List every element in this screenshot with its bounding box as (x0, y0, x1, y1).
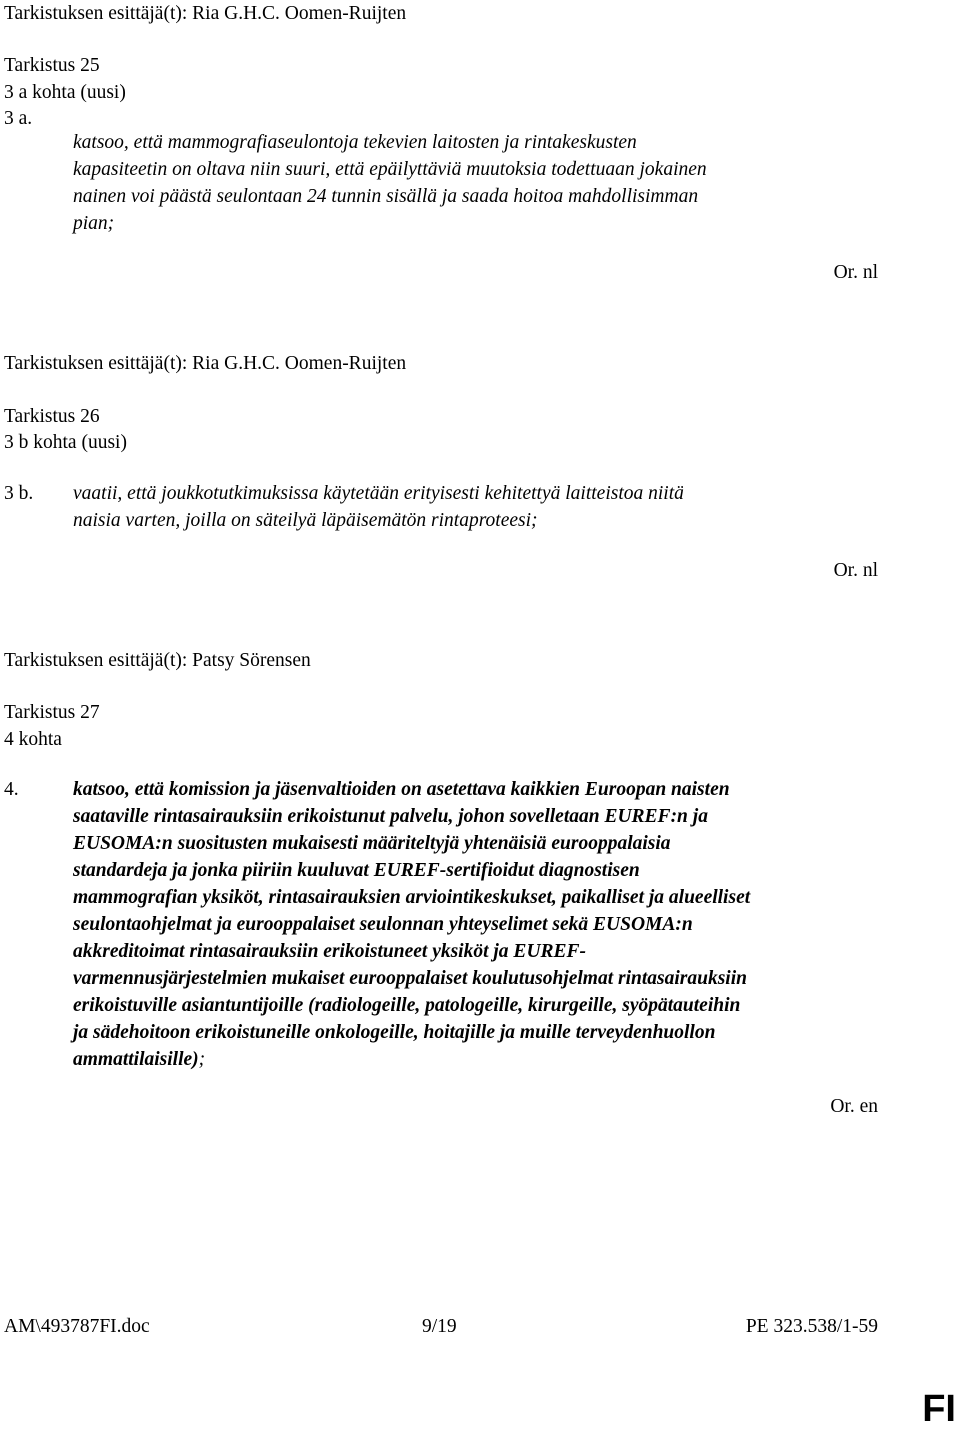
text-line: standardeja ja jonka piiriin kuuluvat EUREF-sertifioidut diagnostisen (73, 860, 640, 881)
amendment-author: Tarkistuksen esittäjä(t): Ria G.H.C. Oomen-Ruijten (4, 353, 407, 374)
text-line: ja sädehoitoon erikoistuneille onkologeille, hoitajille ja muille terveydenhuollon (73, 1022, 716, 1043)
text-line: mammografian yksiköt, rintasairauksien arviointikeskukset, paikalliset ja alueelliset (73, 887, 751, 908)
text-line: EUSOMA:n suositusten mukaisesti määriteltyjä yhtenäisiä eurooppalaisia (73, 833, 671, 854)
text-segment: ammattilaisille) (73, 1049, 199, 1070)
original-language: Or. en (830, 1096, 878, 1117)
text-line: seulontaohjelmat ja eurooppalaiset seulonnan yhteyselimet sekä EUSOMA:n (73, 914, 693, 935)
paragraph-number: 3 a. (4, 108, 33, 129)
text-line: saataville rintasairauksiin erikoistunut palvelu, johon sovelletaan EUREF:n ja (73, 806, 708, 827)
paragraph-number: 3 b. (4, 483, 34, 504)
language-code: FI (922, 1388, 956, 1430)
text-line: vaatii, että joukkotutkimuksissa käytetään erityisesti kehitettyä laitteistoa niitä (73, 483, 684, 504)
paragraph-number: 4. (4, 779, 19, 800)
footer-page-number: 9/19 (422, 1316, 457, 1337)
footer-document-name: AM\493787FI.doc (4, 1316, 150, 1337)
text-segment-plain: ; (198, 1049, 206, 1070)
original-language: Or. nl (833, 560, 878, 581)
text-line: kapasiteetin on oltava niin suuri, että epäilyttäviä muutoksia todettuaan jokainen (73, 159, 707, 180)
text-line: pian; (73, 213, 115, 234)
text-line: nainen voi päästä seulontaan 24 tunnin sisällä ja saada hoitoa mahdollisimman (73, 186, 699, 207)
amendment-title: Tarkistus 26 (4, 406, 100, 427)
amendment-reference: 3 b kohta (uusi) (4, 432, 127, 453)
text-line (73, 1046, 883, 1073)
page-footer (0, 1313, 960, 1340)
footer-reference: PE 323.538/1-59 (745, 1316, 878, 1337)
amendment-reference: 3 a kohta (uusi) (4, 82, 126, 103)
amendment-text (73, 480, 883, 534)
text-line: katsoo, että komission ja jäsenvaltioiden on asetettava kaikkien Euroopan naisten (73, 779, 730, 800)
text-line: naisia varten, joilla on säteilyä läpäisemätön rintaproteesi; (73, 510, 538, 531)
amendment-text (73, 129, 883, 237)
text-line: varmennusjärjestelmien mukaiset eurooppalaiset koulutusohjelmat rintasairauksiin (73, 968, 747, 989)
amendment-reference: 4 kohta (4, 729, 62, 750)
text-line: akkreditoimat rintasairauksiin erikoistuneet yksiköt ja EUREF- (73, 941, 587, 962)
amendment-author: Tarkistuksen esittäjä(t): Patsy Sörensen (4, 650, 311, 671)
text-line: katsoo, että mammografiaseulontoja tekevien laitosten ja rintakeskusten (73, 132, 637, 153)
amendment-title: Tarkistus 27 (4, 702, 100, 723)
amendment-author: Tarkistuksen esittäjä(t): Ria G.H.C. Oomen-Ruijten (4, 3, 407, 24)
original-language: Or. nl (833, 262, 878, 283)
text-line: erikoistuville asiantuntijoille (radiologeille, patologeille, kirurgeille, syöpätauteihin (73, 995, 741, 1016)
amendment-title: Tarkistus 25 (4, 55, 100, 76)
amendment-text (73, 776, 883, 1073)
